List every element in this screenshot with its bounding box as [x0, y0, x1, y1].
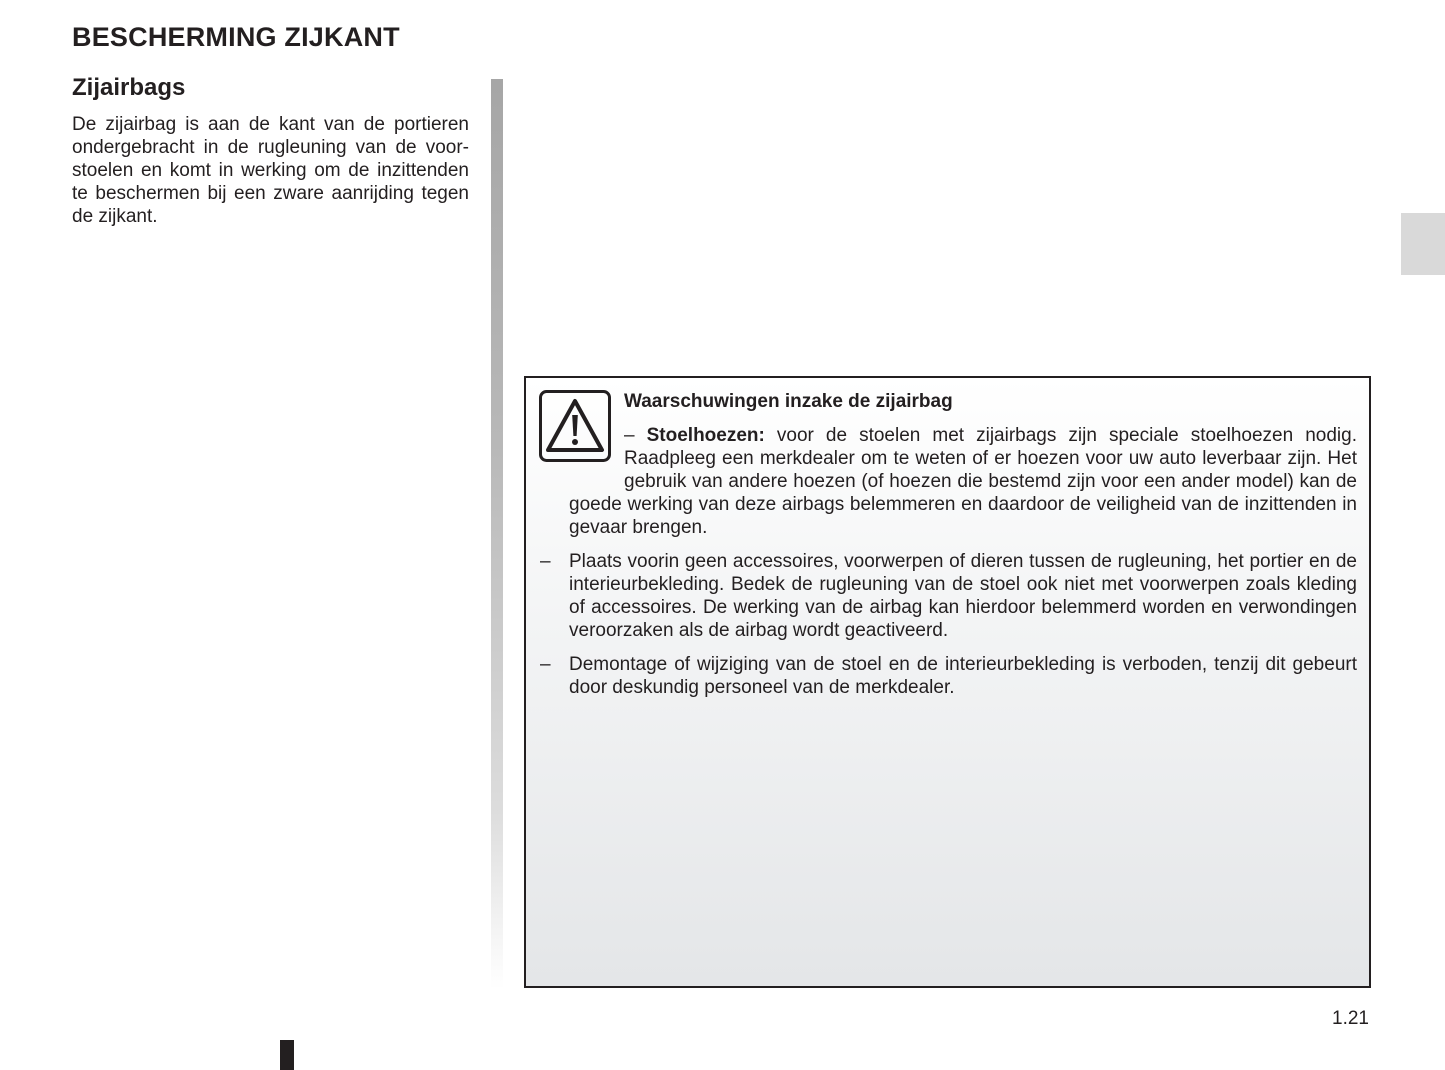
item-text: Demontage of wijziging van de stoel en de interieurbekleding is verboden, tenzij dit gebeurt door deskundig personeel van de merkdealer.	[569, 654, 1357, 698]
item-dash: –	[540, 551, 551, 572]
page-number: 1.21	[1332, 1008, 1369, 1029]
item-dash: –	[540, 654, 551, 675]
warning-item-accessories	[540, 550, 1357, 642]
warning-box	[524, 376, 1371, 988]
warning-title: Waarschuwingen inzake de zijairbag	[624, 391, 953, 412]
intro-paragraph: De zijairbag is aan de kant van de portieren ondergebracht in de rugleuning van de voorstoelen en komt in werking om de inzittenden te beschermen bij een zware aanrijding tegen de zijkant.	[72, 114, 469, 227]
warning-item-seat-covers	[569, 424, 1357, 539]
item-dash: –	[624, 425, 635, 446]
column-divider	[491, 79, 503, 989]
section-heading: Zijairbags	[72, 74, 186, 101]
item-label: Stoelhoezen:	[646, 425, 765, 446]
chapter-side-tab	[1401, 213, 1445, 275]
print-crop-mark	[280, 1040, 294, 1070]
page-title: BESCHERMING ZIJKANT	[72, 22, 400, 52]
item-text: Plaats voorin geen accessoires, voorwerpen of dieren tussen de rugleuning, het portier en de interieurbekleding. Bedek de rugleuning van de stoel ook niet met voorwerpen zoals kleding of accessoires. De werking van de airbag kan hierdoor belemmerd worden en verwondingen veroorzaken als de airbag wordt geactiveerd.	[569, 551, 1357, 641]
item-text: voor de stoelen met zijairbags zijn speciale stoelhoezen nodig. Raadpleeg een merkdealer om te weten of er hoezen voor uw auto leverbaar zijn. Het gebruik van andere hoezen (of hoezen die bestemd zijn voor een ander model) kan de goede werking van deze airbags belemmeren en daardoor de veiligheid van de inzittenden in gevaar brengen.	[569, 425, 1357, 538]
warning-item-dismantling	[540, 653, 1357, 699]
